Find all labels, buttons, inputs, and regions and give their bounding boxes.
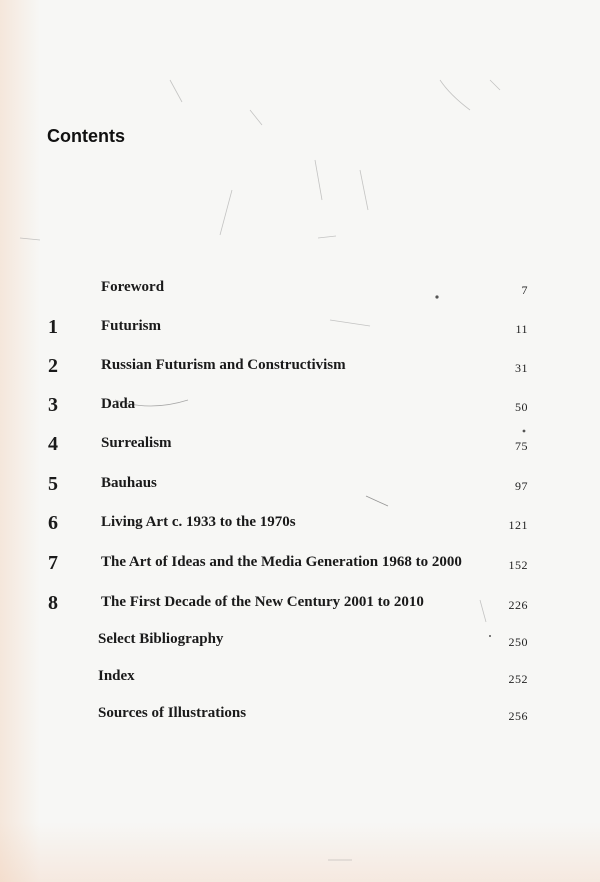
contents-heading: Contents [47, 126, 125, 146]
toc-page-number: 31 [515, 361, 528, 375]
toc-entry-title: Select Bibliography [98, 631, 224, 647]
toc-entry-title: Index [98, 668, 135, 684]
toc-chapter-number: 1 [48, 316, 58, 338]
toc-page-number: 252 [508, 672, 528, 686]
toc-chapter-number: 3 [48, 394, 58, 416]
toc-page-number: 152 [508, 558, 528, 572]
toc-page-number: 256 [508, 709, 528, 723]
toc-chapter-number: 5 [48, 473, 58, 495]
toc-entry-bibliography [0, 629, 600, 653]
toc-entry-chapter-2 [0, 355, 600, 379]
toc-entry-chapter-8 [0, 592, 600, 616]
toc-entry-chapter-6 [0, 512, 600, 536]
toc-page-number: 11 [515, 322, 528, 336]
toc-entry-title: Dada [101, 396, 136, 412]
toc-entry-title: Russian Futurism and Constructivism [101, 357, 346, 373]
toc-entry-title: Sources of Illustrations [98, 705, 247, 721]
toc-entry-title: Surrealism [101, 435, 172, 451]
toc-page-number: 75 [515, 439, 528, 453]
toc-page-number: 97 [515, 479, 528, 493]
toc-page-number: 226 [508, 598, 528, 612]
toc-entry-title: The First Decade of the New Century 2001 to 2010 [101, 594, 424, 610]
toc-entry-title: Foreword [101, 279, 165, 295]
toc-entry-title: Futurism [101, 318, 161, 334]
toc-chapter-number: 2 [48, 355, 58, 377]
toc-entry-title: Bauhaus [101, 475, 157, 491]
toc-page-number: 121 [508, 518, 528, 532]
toc-entry-foreword [0, 277, 600, 301]
toc-entry-sources [0, 703, 600, 727]
toc-entry-chapter-5 [0, 473, 600, 497]
toc-entry-title: The Art of Ideas and the Media Generation 1968 to 2000 [101, 554, 462, 570]
toc-entry-chapter-7 [0, 552, 600, 576]
toc-entry-title: Living Art c. 1933 to the 1970s [101, 514, 296, 530]
toc-page-number: 7 [521, 283, 528, 297]
toc-entry-chapter-4 [0, 433, 600, 457]
toc-chapter-number: 7 [48, 552, 58, 574]
toc-chapter-number: 6 [48, 512, 58, 534]
toc-entry-index [0, 666, 600, 690]
toc-chapter-number: 8 [48, 592, 58, 614]
toc-page-number: 50 [515, 400, 528, 414]
toc-entry-chapter-3 [0, 394, 600, 418]
toc-entry-chapter-1 [0, 316, 600, 340]
toc-page-number: 250 [508, 635, 528, 649]
toc-chapter-number: 4 [48, 433, 58, 455]
